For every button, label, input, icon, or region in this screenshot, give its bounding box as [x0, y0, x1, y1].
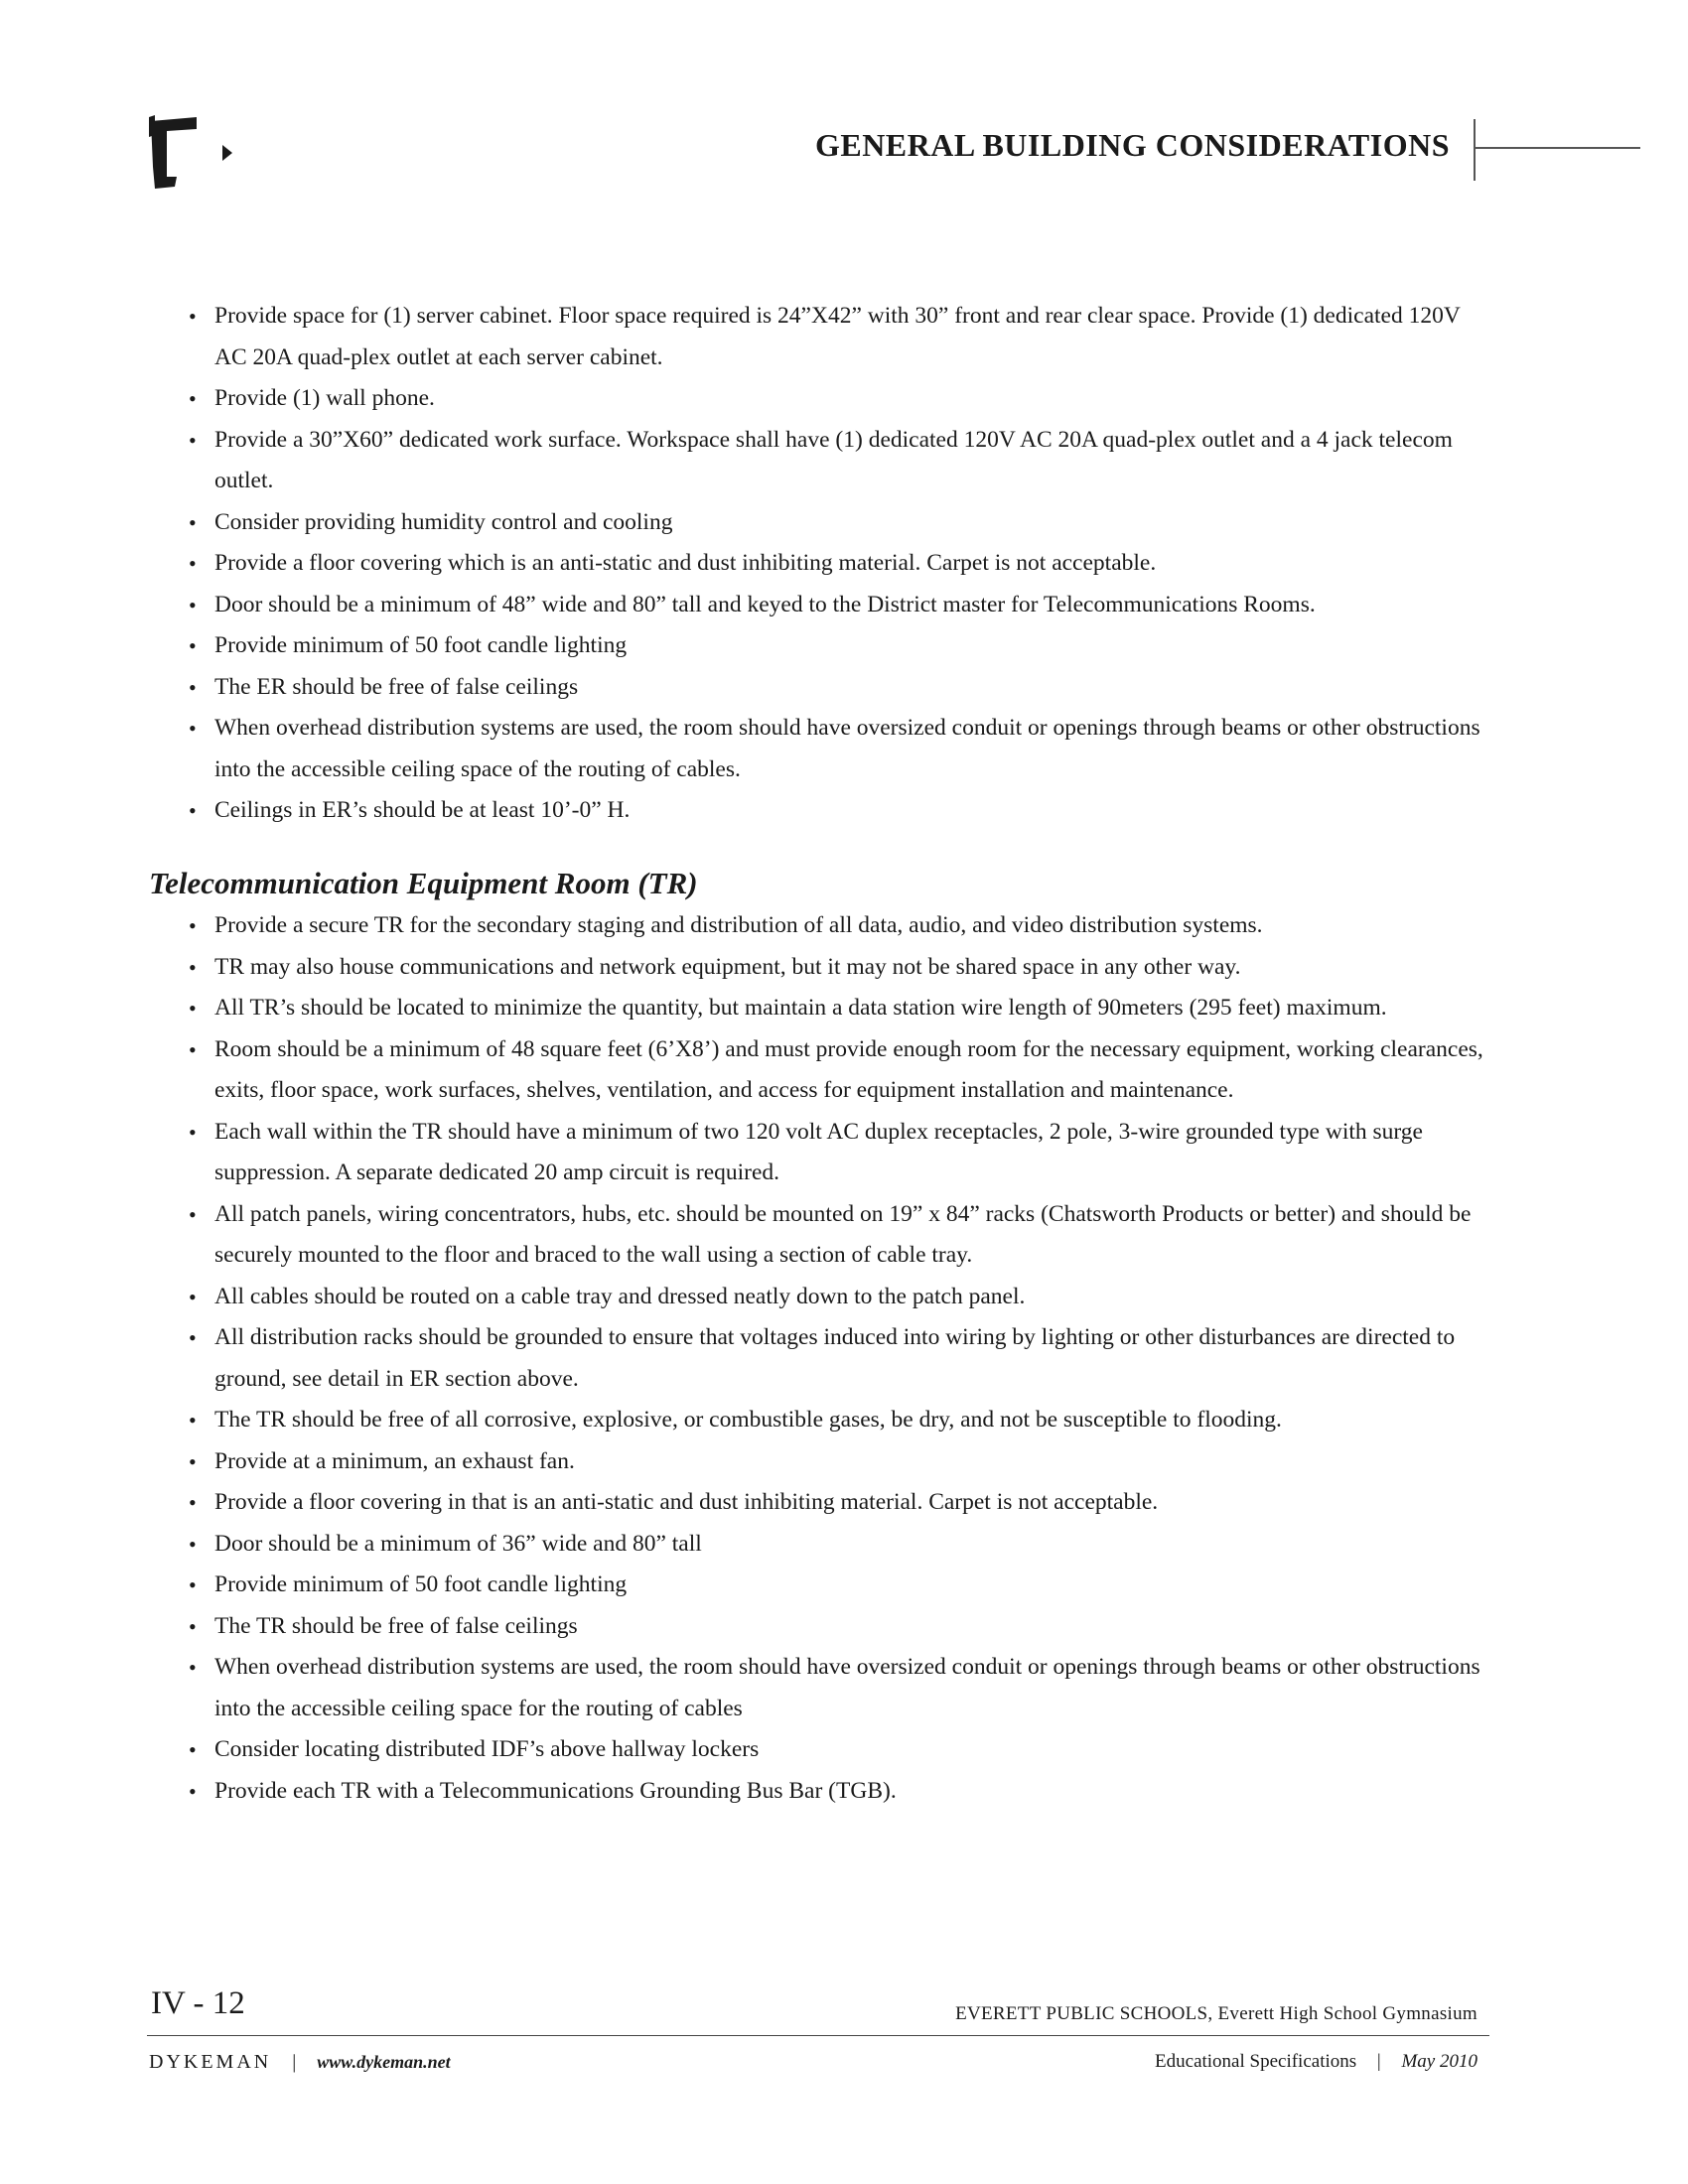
dykeman-logo-icon [145, 107, 234, 197]
list-item: • Provide minimum of 50 foot candle lighting [189, 1565, 1495, 1606]
er-requirements-list [149, 296, 1539, 832]
list-item: • All patch panels, wiring concentrators, hubs, etc. should be mounted on 19” x 84” racks (Chatsworth Products or better) and should be securely mounted to the floor and braced to the wall using a section of cable tray. [189, 1194, 1495, 1277]
list-item: • The TR should be free of false ceilings [189, 1606, 1495, 1648]
list-item: • Provide a secure TR for the secondary staging and distribution of all data, audio, and video distribution systems. [189, 905, 1495, 947]
list-item: • Door should be a minimum of 36” wide and 80” tall [189, 1524, 1495, 1566]
list-item: • When overhead distribution systems are used, the room should have oversized conduit or openings through beams or other obstructions into the accessible ceiling space for the routing of cables [189, 1647, 1495, 1729]
page-header-title: GENERAL BUILDING CONSIDERATIONS [814, 127, 1450, 163]
list-item: • When overhead distribution systems are used, the room should have oversized conduit or openings through beams or other obstructions into the accessible ceiling space of the routing of cables. [189, 708, 1495, 790]
list-item: • Provide a floor covering which is an anti-static and dust inhibiting material. Carpet is not acceptable. [189, 543, 1495, 585]
list-item: • TR may also house communications and network equipment, but it may not be shared space in any other way. [189, 947, 1495, 989]
list-item: • All TR’s should be located to minimize the quantity, but maintain a data station wire length of 90meters (295 feet) maximum. [189, 988, 1495, 1029]
list-item: • Provide a floor covering in that is an anti-static and dust inhibiting material. Carpet is not acceptable. [189, 1482, 1495, 1524]
footer-divider [147, 2035, 1489, 2036]
list-item: • Door should be a minimum of 48” wide and 80” tall and keyed to the District master for Telecommunications Rooms. [189, 585, 1495, 626]
list-item: • Provide at a minimum, an exhaust fan. [189, 1441, 1495, 1483]
tr-section [149, 864, 1539, 1812]
list-item: • Provide (1) wall phone. [189, 378, 1495, 420]
footer-doc-info [894, 2051, 1477, 2073]
list-item: • Provide a 30”X60” dedicated work surface. Workspace shall have (1) dedicated 120V AC 20A quad-plex outlet and a 4 jack telecom outlet. [189, 420, 1495, 502]
footer-separator: | [292, 2051, 297, 2073]
list-item: • All distribution racks should be grounded to ensure that voltages induced into wiring by lighting or other disturbances are directed to ground, see detail in ER section above. [189, 1317, 1495, 1400]
list-item: • Provide space for (1) server cabinet. Floor space required is 24”X42” with 30” front and rear clear space. Provide (1) dedicated 120V AC 20A quad-plex outlet at each server cabinet. [189, 296, 1495, 378]
tr-requirements-list [149, 905, 1539, 1812]
er-requirements-section [149, 296, 1539, 832]
list-item: • The TR should be free of all corrosive, explosive, or combustible gases, be dry, and not be susceptible to flooding. [189, 1400, 1495, 1441]
list-item: • Provide each TR with a Telecommunications Grounding Bus Bar (TGB). [189, 1771, 1495, 1813]
list-item: • Consider locating distributed IDF’s above hallway lockers [189, 1729, 1495, 1771]
list-item: • Ceilings in ER’s should be at least 10’-0” H. [189, 790, 1495, 832]
footer-separator: | [1376, 2051, 1381, 2072]
footer-date: May 2010 [1401, 2051, 1477, 2072]
header-divider [1474, 147, 1640, 149]
footer-company-name: DYKEMAN [149, 2051, 272, 2073]
footer-school-name: EVERETT PUBLIC SCHOOLS, Everett High School Gymnasium [955, 2003, 1477, 2024]
header-divider-vertical [1474, 119, 1476, 181]
footer-company-block [149, 2051, 451, 2074]
list-item: • Consider providing humidity control and cooling [189, 502, 1495, 544]
footer-doc-title: Educational Specifications [1155, 2051, 1357, 2072]
list-item: • Room should be a minimum of 48 square feet (6’X8’) and must provide enough room for the necessary equipment, working clearances, exits, floor space, work surfaces, shelves, ventilation, and access for equipment installation and maintenance. [189, 1029, 1495, 1112]
list-item: • Each wall within the TR should have a minimum of two 120 volt AC duplex receptacles, 2 pole, 3-wire grounded type with surge suppression. A separate dedicated 20 amp circuit is required. [189, 1112, 1495, 1194]
footer-website-link[interactable]: www.dykeman.net [317, 2052, 451, 2072]
list-item: • The ER should be free of false ceilings [189, 667, 1495, 709]
page-number: IV - 12 [151, 1985, 245, 2021]
list-item: • All cables should be routed on a cable tray and dressed neatly down to the patch panel. [189, 1277, 1495, 1318]
section-heading: Telecommunication Equipment Room (TR) [149, 866, 698, 900]
list-item: • Provide minimum of 50 foot candle lighting [189, 625, 1495, 667]
